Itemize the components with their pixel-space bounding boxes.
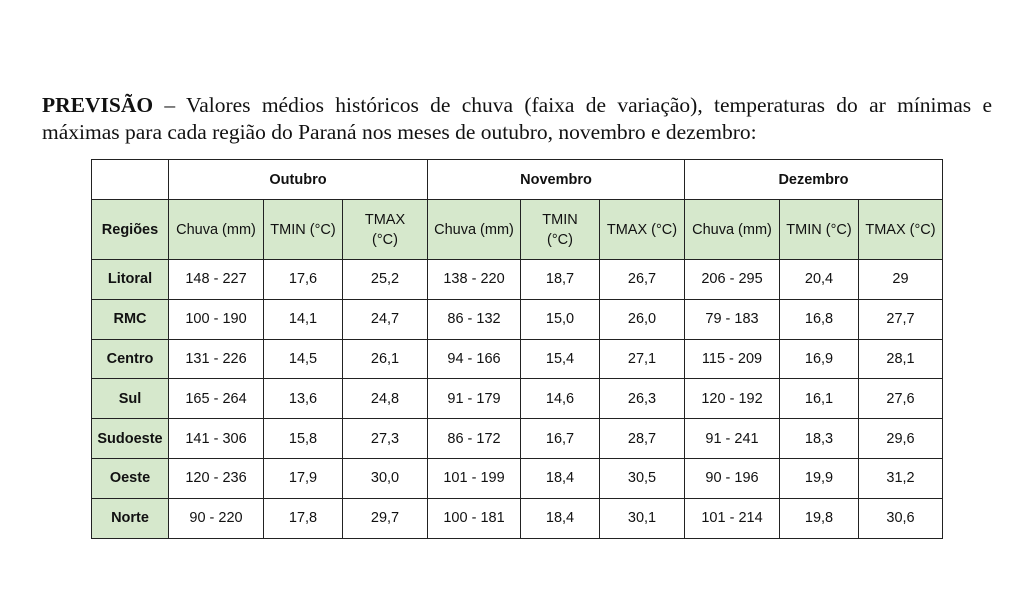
value-cell: 15,4 xyxy=(521,339,600,379)
table-row xyxy=(92,458,943,498)
value-cell: 24,8 xyxy=(343,379,428,419)
value-cell: 165 - 264 xyxy=(169,379,264,419)
column-header: TMAX (°C) xyxy=(859,200,943,260)
value-cell: 30,1 xyxy=(600,498,685,538)
value-cell: 18,7 xyxy=(521,260,600,300)
value-cell: 27,1 xyxy=(600,339,685,379)
value-cell: 19,9 xyxy=(780,458,859,498)
value-cell: 14,6 xyxy=(521,379,600,419)
value-cell: 27,3 xyxy=(343,419,428,459)
intro-bold-lead: PREVISÃO xyxy=(42,92,154,117)
column-header: TMAX (°C) xyxy=(600,200,685,260)
column-header: TMAX (°C) xyxy=(343,200,428,260)
value-cell: 18,3 xyxy=(780,419,859,459)
value-cell: 24,7 xyxy=(343,299,428,339)
value-cell: 17,6 xyxy=(264,260,343,300)
value-cell: 26,1 xyxy=(343,339,428,379)
value-cell: 94 - 166 xyxy=(428,339,521,379)
value-cell: 19,8 xyxy=(780,498,859,538)
value-cell: 29,6 xyxy=(859,419,943,459)
value-cell: 27,7 xyxy=(859,299,943,339)
value-cell: 115 - 209 xyxy=(685,339,780,379)
value-cell: 18,4 xyxy=(521,458,600,498)
value-cell: 120 - 192 xyxy=(685,379,780,419)
column-header: TMIN (°C) xyxy=(264,200,343,260)
value-cell: 101 - 199 xyxy=(428,458,521,498)
value-cell: 17,8 xyxy=(264,498,343,538)
value-cell: 100 - 190 xyxy=(169,299,264,339)
column-header: Chuva (mm) xyxy=(169,200,264,260)
table-row xyxy=(92,379,943,419)
region-name-cell: Sudoeste xyxy=(92,419,169,459)
value-cell: 16,8 xyxy=(780,299,859,339)
value-cell: 101 - 214 xyxy=(685,498,780,538)
column-header: TMIN (°C) xyxy=(780,200,859,260)
value-cell: 79 - 183 xyxy=(685,299,780,339)
value-cell: 29 xyxy=(859,260,943,300)
region-name-cell: Litoral xyxy=(92,260,169,300)
value-cell: 138 - 220 xyxy=(428,260,521,300)
value-cell: 15,0 xyxy=(521,299,600,339)
value-cell: 86 - 132 xyxy=(428,299,521,339)
value-cell: 30,6 xyxy=(859,498,943,538)
value-cell: 26,7 xyxy=(600,260,685,300)
value-cell: 28,1 xyxy=(859,339,943,379)
value-cell: 28,7 xyxy=(600,419,685,459)
value-cell: 120 - 236 xyxy=(169,458,264,498)
intro-text: – Valores médios históricos de chuva (faixa de variação), temperaturas do ar mínimas e máximas para cada região do Paraná nos meses de outubro, novembro e dezembro: xyxy=(42,92,992,144)
regions-header: Regiões xyxy=(92,200,169,260)
value-cell: 91 - 179 xyxy=(428,379,521,419)
value-cell: 17,9 xyxy=(264,458,343,498)
month-header-outubro: Outubro xyxy=(169,160,428,200)
region-name-cell: Centro xyxy=(92,339,169,379)
month-header-dezembro: Dezembro xyxy=(685,160,943,200)
forecast-table xyxy=(91,159,943,539)
blank-corner-cell xyxy=(92,160,169,200)
region-name-cell: Oeste xyxy=(92,458,169,498)
value-cell: 27,6 xyxy=(859,379,943,419)
value-cell: 14,1 xyxy=(264,299,343,339)
value-cell: 31,2 xyxy=(859,458,943,498)
column-header: Chuva (mm) xyxy=(685,200,780,260)
value-cell: 18,4 xyxy=(521,498,600,538)
value-cell: 25,2 xyxy=(343,260,428,300)
value-cell: 16,1 xyxy=(780,379,859,419)
table-row xyxy=(92,299,943,339)
table-row xyxy=(92,339,943,379)
value-cell: 206 - 295 xyxy=(685,260,780,300)
month-header-novembro: Novembro xyxy=(428,160,685,200)
value-cell: 30,0 xyxy=(343,458,428,498)
column-header: Chuva (mm) xyxy=(428,200,521,260)
value-cell: 91 - 241 xyxy=(685,419,780,459)
value-cell: 15,8 xyxy=(264,419,343,459)
value-cell: 90 - 220 xyxy=(169,498,264,538)
value-cell: 26,3 xyxy=(600,379,685,419)
value-cell: 16,7 xyxy=(521,419,600,459)
month-header-row xyxy=(92,160,943,200)
value-cell: 20,4 xyxy=(780,260,859,300)
intro-paragraph xyxy=(42,92,992,146)
table-row xyxy=(92,498,943,538)
value-cell: 26,0 xyxy=(600,299,685,339)
region-name-cell: Norte xyxy=(92,498,169,538)
table-row xyxy=(92,419,943,459)
value-cell: 148 - 227 xyxy=(169,260,264,300)
value-cell: 131 - 226 xyxy=(169,339,264,379)
region-name-cell: RMC xyxy=(92,299,169,339)
column-header: TMIN (°C) xyxy=(521,200,600,260)
value-cell: 14,5 xyxy=(264,339,343,379)
value-cell: 16,9 xyxy=(780,339,859,379)
table-row xyxy=(92,260,943,300)
column-header-row xyxy=(92,200,943,260)
region-name-cell: Sul xyxy=(92,379,169,419)
value-cell: 13,6 xyxy=(264,379,343,419)
value-cell: 141 - 306 xyxy=(169,419,264,459)
value-cell: 29,7 xyxy=(343,498,428,538)
value-cell: 30,5 xyxy=(600,458,685,498)
value-cell: 90 - 196 xyxy=(685,458,780,498)
value-cell: 86 - 172 xyxy=(428,419,521,459)
value-cell: 100 - 181 xyxy=(428,498,521,538)
